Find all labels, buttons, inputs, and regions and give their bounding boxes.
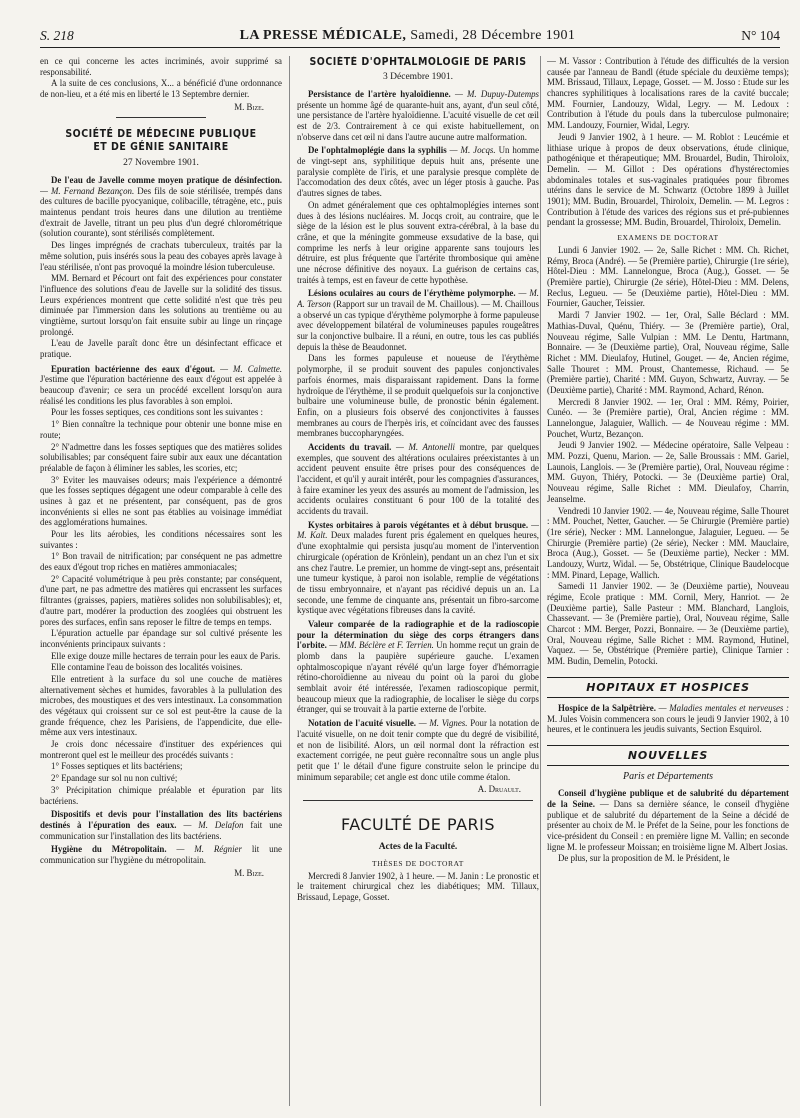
article-text: M. Jules Voisin commencera son cours le jeudi 9 Janvier 1902, à 10 heures, et le continuera les jeudis suivants, Section Esquirol. <box>547 713 789 735</box>
signature: M. Bize. <box>234 867 264 878</box>
paragraph: A la suite de ces conclusions, X... a bénéficié d'une ordonnance de non-lieu, et a été mis en liberté le 13 Septembre dernier. <box>40 78 282 100</box>
paragraph: — M. Vassor : Contribution à l'étude des difficultés de la version causée par l'anneau de Bandl (étude spéciale du deuxième temps); MM. Brissaud, Tillaux, Lepage, Gosset. — M. Josso : Etude sur les chancres syphilitiques à localisations rares de la cavité buccale; MM. Fournier, Landouzy, Widal, Legry. — M. Ledoux : Contribution à l'étude du pouls dans la tuberculose pulmonaire; MM. Landouzy, Fournier, Widal, Legry. <box>547 56 789 131</box>
article-text: Pour la notation de l'acuité visuelle, on ne doit tenir compte que du degré de visibilité, et non de lisibilité. Alors, un œil normal dont la réfraction est exactement corrigée, ne peut guère reconnaître sous un angle plus petit que 1' le détail d'une figure construite selon le principe du minimum separabile; cet angle est donc utile comme étalon. <box>297 718 539 782</box>
paragraph: L'épuration actuelle par épandage sur sol cultivé présente les inconvénients principaux suivants : <box>40 628 282 649</box>
section-title: FACULTÉ DE PARIS <box>340 814 496 834</box>
article <box>297 145 539 198</box>
paragraph: Je crois donc nécessaire d'instituer des expériences qui montreront quel est le meilleur des procédés suivants : <box>40 739 282 760</box>
list-item: 1° Bon travail de nitrification; par conséquent ne pas admettre des eaux d'égout trop riches en matières ammoniacales; <box>40 551 282 573</box>
journal-title-line <box>240 28 576 44</box>
article-text: — Dans sa dernière séance, le conseil d'hygiène publique et de salubrité du département de la Seine a décidé de présenter au choix de M. le Préfet de la Seine, pour les fonctions de vice-président du Conseil : en première ligne M. Vallin; en seconde ligne M. le professeur Moissan; en troisième ligne M. Albert Josias. <box>547 798 789 852</box>
article-author: — M. Jocqs. <box>449 145 496 156</box>
article-title: De l'ophtalmoplégie dans la syphilis <box>308 145 447 156</box>
column-2 <box>297 56 539 1108</box>
article <box>297 442 539 517</box>
paragraph: Elle exige douze mille hectares de terrain pour les eaux de Paris. <box>51 650 281 661</box>
article-text: J'estime que l'épuration bactérienne des eaux d'égout est appelée à beaucoup d'avenir; ce sera un procédé excellent lorsqu'on aura réalisé les conditions les plus favorables à son emploi. <box>40 374 282 406</box>
paragraph: Des linges imprégnés de crachats tuberculeux, traités par la même solution, puis insérés sous la peau des cobayes après lavage à l'eau stérilisée, n'ont pas provoqué la moindre lésion tuberculeuse. <box>40 240 282 272</box>
journal-name: LA PRESSE MÉDICALE, <box>239 28 407 43</box>
article <box>297 718 539 782</box>
list-item: 2° N'admettre dans les fosses septiques que des matières solides solubilisables; par conséquent faire subir aux eaux une décantation préalable de façon à éliminer les sables, les scories, etc; <box>40 441 282 473</box>
column-1 <box>40 56 282 1108</box>
article-subject: — Maladies mentales et nerveuses : <box>658 703 789 713</box>
article <box>297 288 539 352</box>
subsection-title: Paris et Départements <box>623 771 713 783</box>
article-author: — M. Antonelli <box>395 441 456 452</box>
subsection-title: Actes de la Faculté. <box>378 842 458 853</box>
issue-date: Samedi, 28 Décembre 1901 <box>410 28 576 43</box>
separator <box>303 800 533 801</box>
article <box>40 364 282 407</box>
subsection-heading: THÈSES DE DOCTORAT <box>372 858 464 868</box>
article <box>297 619 539 715</box>
section-title: HOPITAUX ET HOSPICES <box>547 677 789 698</box>
paragraph: Lundi 6 Janvier 1902. — 2e, Salle Richet : MM. Ch. Richet, Rémy, Broca (André). — 5e (Première partie), Chirurgie (1re série), Hôtel-Dieu : MM. Lannelongue, Broca (Aug.), Gosset. — 5e (Première partie), Chirurgie (2e série), Hôtel-Dieu : MM. Delens, Reclus, Legueu. — 5e (Deuxième partie), Hôtel-Dieu : MM. Fournier, Gaucher, Teissier. <box>547 245 789 309</box>
signature: M. Bize. <box>234 101 264 112</box>
paragraph: Dans les formes papuleuse et noueuse de l'érythème polymorphe, il se produit souvent des papules conjonctivales parfois énormes, mais disparaissant rapidement. Dans la forme hydroïque de l'érythème, il se produit quelquefois sur la conjonctive bulbaire une volumineuse bulle, de pronostic bénin également. Enfin, on a plusieurs fois observé des conjonctivites à fausses membranes au cours de l'herpès iris, et coïncidant avec des fausses membranes buccopharyngées. <box>297 353 539 439</box>
section-date: 3 Décembre 1901. <box>383 71 453 82</box>
article <box>297 89 539 142</box>
paragraph: Pour les lits aérobies, les conditions nécessaires sont les suivantes : <box>40 529 282 550</box>
paragraph: Vendredi 10 Janvier 1902. — 4e, Nouveau régime, Salle Thouret : MM. Pouchet, Netter, Gaucher. — 5e Chirurgie (Première partie) (1re série), Necker : MM. Lannelongue, Jalaguier, Legueu. — 5e Chirurgie (Première partie) (2e série), Necker : MM. Mauclaire, Broca (Aug.), Gosset. — 5e (Deuxième partie), Necker : MM. Landouzy, Wurtz, Widal. — 5e, Obstétrique, Clinique Baudelocque : MM. Pinard, Lepage, Wallich. <box>547 505 789 580</box>
article-text: présente un homme âgé de quarante-huit ans, ayant, d'un seul côté, une persistance de l'artère hyaloïdienne. L'acuité visuelle de cet œil est de 2/3. Contrairement à ce qui existe habituellement, on n'observe dans cet œil ni dans l'autre aucune autre malformation. <box>297 99 539 142</box>
article-author: — M. Calmette. <box>220 363 282 374</box>
article <box>40 844 282 865</box>
article-author: — M. Régnier <box>176 844 242 855</box>
article <box>40 175 282 239</box>
article-title: Valeur comparée de la radiographie et de la radioscopie pour la détermination du siège des corps étrangers dans l'orbite. <box>297 618 539 651</box>
section-title: SOCIÉTÉ D'OPHTALMOLOGIE DE PARIS <box>309 56 527 68</box>
paragraph: Pour les fosses septiques, ces conditions sont les suivantes : <box>51 407 263 418</box>
paragraph: MM. Bernard et Pécourt ont fait des expériences pour constater l'influence des solutions d'eau de Javelle sur la solidité des tissus. Leurs expériences montrent que cette solidité n'est que très peu diminuée par l'immersion dans les solutions au trentième ou au vingtième, surtout lorsqu'on fait ensuite subir au linge un rinçage prolongé. <box>40 273 282 337</box>
paragraph: Elle contamine l'eau de boisson des localités voisines. <box>51 662 243 673</box>
section-title: NOUVELLES <box>547 745 789 766</box>
article-author: — M. Kalt. <box>297 519 539 541</box>
paragraph: De plus, sur la proposition de M. le Président, le <box>558 853 730 864</box>
paragraph: Mercredi 8 Janvier 1902, à 1 heure. — M. Janin : Le pronostic et le traitement chirurgical chez les diabétiques; MM. Tillaux, Brissaud, Lepage, Gosset. <box>297 870 539 902</box>
list-item: 3° Précipitation chimique préalable et épuration par lits bactériens. <box>40 784 282 806</box>
article-title: Epuration bactérienne des eaux d'égout. <box>51 363 216 374</box>
article <box>547 788 789 852</box>
paragraph: Elle entretient à la surface du sol une couche de matières alternativement sèches et humides, favorables à la pullulation des microbes, des moustiques et des vers intestinaux. La consommation des végétaux qui croissent sur ce sol est peut-être la cause de la grande fréquence, chez les Parisiens, de l'appendicite, due elle-même aux vers intestinaux. <box>40 673 282 738</box>
article <box>297 520 539 616</box>
article-title: Hospice de la Salpêtrière. <box>558 703 656 713</box>
article <box>40 809 282 841</box>
article-title: Conseil d'hygiène publique et de salubrité du département de la Seine. <box>547 788 789 809</box>
list-item: 2° Capacité volumétrique à peu près constante; par conséquent, d'une part, ne pas admettre des matières qui encrassent les surfaces filtrantes (graisses, papiers, matières solides non solubilisables); et, d'autre part, modérer la production des zooglées qui obstruent les pores des surfaces, enfin sans reposer le filtre de temps en temps. <box>40 573 282 627</box>
page-header <box>40 22 780 48</box>
article-title: Notation de l'acuité visuelle. <box>308 718 417 729</box>
section-date: 27 Novembre 1901. <box>123 157 199 168</box>
paragraph: Jeudi 9 Janvier 1902, à 1 heure. — M. Roblot : Leucémie et lithiase urique à propos de deux observations, étude clinique, pathogénique et thérapeutique; MM. Brouardel, Budin, Thiroloix, Demelin. — M. Gillot : Des opérations d'hystérectomies abdominales totales et sus-vaginales pratiquées pour fibromes utérins dans le service de M. Schwartz (Octobre 1899 à Juillet 1901); MM. Budin, Brouardel, Thiroloix, Demelin. — M. Legros : Contribution à l'étude des varices des régions sus et pré-pubiennes pendant la grossesse; MM. Budin, Brouardel, Thiroloix, Demelin. <box>547 131 789 228</box>
column-rule-1 <box>289 56 290 1106</box>
list-item: 1° Bien connaître la technique pour obtenir une bonne mise en route; <box>40 419 282 440</box>
article-author: — MM. Béclère et F. Terrien. <box>329 640 434 651</box>
article-title: Hygiène du Métropolitain. <box>51 844 167 855</box>
article <box>547 703 789 735</box>
article-title: Lésions oculaires au cours de l'érythème polymorphe. <box>308 288 516 299</box>
article-author: — M. Vignes. <box>418 718 468 729</box>
article-text: Des fils de soie stérilisée, trempés dans des cultures de bacille pyocyanique, colibacille, tétragène, etc., puis maintenus pendant trois heures dans une dilution au trentième d'extrait de Javelle, titrant un peu plus d'un degré chlorométrique (solution courante), sont stérilisés complètement. <box>40 185 282 239</box>
paragraph: Mercredi 8 Janvier 1902. — 1er, Oral : MM. Rémy, Poirier, Cunéo. — 3e (Première partie), Oral, Ancien régime : MM. Lannelongue, Jalaguier, Wallich. — 4e Nouveau régime : MM. Pouchet, Wurtz, Bezançon. <box>547 396 789 439</box>
article-title: Kystes orbitaires à parois végétantes et à début brusque. <box>308 519 529 530</box>
paragraph: Samedi 11 Janvier 1902. — 3e (Deuxième partie), Nouveau régime, Ecole pratique : MM. Cornil, Mery, Hanriot. — 2e (Deuxième partie), Salle Pasteur : MM. Blanchard, Langlois, Chassevant. — 3e (Première partie), Oral, Nouveau régime, Salle Charcot : MM. Berger, Pozzi, Bonnaire. — 3e (Deuxième partie), Oral, Nouveau régime, Salle Richet : MM. Raymond, Hutinel, Vaquez. — 5e, Obstétrique (Première partie), Clinique Tarnier : MM. Budin, Demelin, Potocki. <box>547 581 789 667</box>
article-text: lit une communication sur l'hygiène du métropolitain. <box>40 844 282 865</box>
article-title: De l'eau de Javelle comme moyen pratique de désinfection. <box>51 175 282 186</box>
article-text: montre, par quelques exemples, que souvent des altérations oculaires préexistantes à un accident peuvent ensuite être prises pour des conséquences de l'accident, et qu'il y aurait intérêt, pour les compagnies d'assurances, à faire examiner les yeux des assurés au moment de l'admission, les accidents oculaires constituant 6 pour 100 de la totalité des accidents du travail. <box>297 441 539 517</box>
article-author: — M. Delafon <box>183 819 244 830</box>
article-author: — M. A. Terson <box>297 288 539 310</box>
article-title: Dispositifs et devis pour l'installation des lits bactériens destinés à l'épuration des eaux. <box>40 809 282 830</box>
subsection-heading: EXAMENS DE DOCTORAT <box>617 233 719 242</box>
article-text: Un homme reçut un grain de plomb dans la paupière supérieure gauche. L'examen ophtalmoscopique n'ayant révélé qu'un large foyer d'hémorragie rétino-choroïdienne au niveau du point où la paroi du globe semblait avoir été intéressée, l'examen radioscopique permit, beaucoup mieux que la radiographie, de localiser le siège du corps étranger, qui se trouvait à la partie externe de l'orbite. <box>297 640 539 715</box>
page-number: S. 218 <box>40 28 74 43</box>
section-title-line2: ET DE GÉNIE SANITAIRE <box>93 141 229 154</box>
article-author: — M. Dupuy-Dutemps <box>454 88 539 99</box>
column-rule-2 <box>540 56 541 1106</box>
article-author: — M. Fernand Bezançon. <box>40 185 135 196</box>
section-title: SOCIÉTÉ DE MÉDECINE PUBLIQUE <box>65 128 257 141</box>
issue-number: N° 104 <box>741 28 780 43</box>
article-text: (Rapport sur un travail de M. Chaillous). — M. Chaillous a observé un cas typique d'érythème polymorphe à forme papuleuse avec développement bilatéral de volumineuses papules rougeâtres sur la conjonctive bulbaire. Il a réuni, en outre, tous les cas publiés depuis la thèse de Beaudonnet. <box>297 299 539 352</box>
signature: A. Druault. <box>477 784 521 795</box>
paragraph: Mardi 7 Janvier 1902. — 1er, Oral, Salle Béclard : MM. Mathias-Duval, Quénu, Thiéry. — 3e (Première partie), Oral, Nouveau régime, Salle Vulpian : MM. Le Dentu, Hartmann, Bonnaire. — 3e (Deuxième partie), Oral, Nouveau régime, Salle Richet : MM. Dieulafoy, Hutinel, Gouget. — 4e, Ancien régime, Salle Thouret : MM. Proust, Chantemesse, Richaud. — 5e (Première partie), Charité : MM. Guyon, Schwartz, Auvray. — 5e (Deuxième partie), Charité : MM. Raymond, Achard, Rénon. <box>547 310 789 395</box>
article-text: Deux malades furent pris également en quelques heures, d'une exophtalmie qui persista jusqu'au moment de l'intervention chirurgicale (opération de Krönlein), pendant un an chez l'un et six ans chez l'autre. Le premier, un homme de vingt-sept ans, présentait une tumeur kystique, à paroi non isolable, remplie de végétations de tissu embryonnaire, et n'ayant pas récidivé depuis un an. La seconde, une femme de cinquante ans, présentait un fibro-sarcome kystique avec végétations fibreuses dans la cavité. <box>297 530 539 616</box>
article-text: Un homme de vingt-sept ans, syphilitique depuis huit ans, présente une paralysie complète de l'iris, et une paralysie presque complète de l'accomodation des deux côtés, avec un léger ptosis à gauche. Pas d'autres signes de tabes. <box>297 145 539 199</box>
paragraph: L'eau de Javelle paraît donc être un désinfectant efficace et pratique. <box>40 338 282 360</box>
paragraph: On admet généralement que ces ophtalmoplégies internes sont dues à des lésions nucléaires. M. Jocqs croit, au contraire, que le siège de la lésion est le plus souvent extra-cérébral, à la base du crâne, et que la méningite gommeuse exsudative de la base, qui comprime les nerfs à leur origine apparente sans toujours les détruire, est plus fréquente que l'artérite thrombosique qui amène une nécrose définitive des noyaux. La guérison de certains cas, traités à temps, est en faveur de cette hypothèse. <box>297 199 539 285</box>
article-title: Accidents du travail. <box>308 441 392 452</box>
list-item: 2° Epandage sur sol nu non cultivé; <box>51 773 178 784</box>
article-text: fait une communication sur l'installation des lits bactériens. <box>40 819 282 841</box>
list-item: 1° Fosses septiques et lits bactériens; <box>51 761 183 772</box>
article-title: Persistance de l'artère hyaloïdienne. <box>308 88 451 99</box>
list-item: 3° Eviter les mauvaises odeurs; mais l'expérience a démontré que les fosses septiques dégagent une odeur comparable à celle des usines à gaz et ne présentent, par conséquent, pas de gros inconvénients si elles ne sont pas établies au voisinage immédiat des agglomérations humaines. <box>40 474 282 528</box>
paragraph: en ce qui concerne les actes incriminés, avoir supprimé sa responsabilité. <box>40 56 282 77</box>
separator <box>116 117 206 118</box>
paragraph: Jeudi 9 Janvier 1902. — Médecine opératoire, Salle Velpeau : MM. Pozzi, Quenu, Marion. — 2e, Salle Broussais : MM. Gariel, Launois, Langlois. — 3e (Première partie), Oral, Nouveau régime : MM. Guyon, Thiéry, Potocki. — 3e (Deuxième partie) Oral, Nouveau régime, Salle Richet : MM. Dieulafoy, Charrin, Jeanselme. <box>547 440 789 504</box>
column-3 <box>547 56 789 1108</box>
